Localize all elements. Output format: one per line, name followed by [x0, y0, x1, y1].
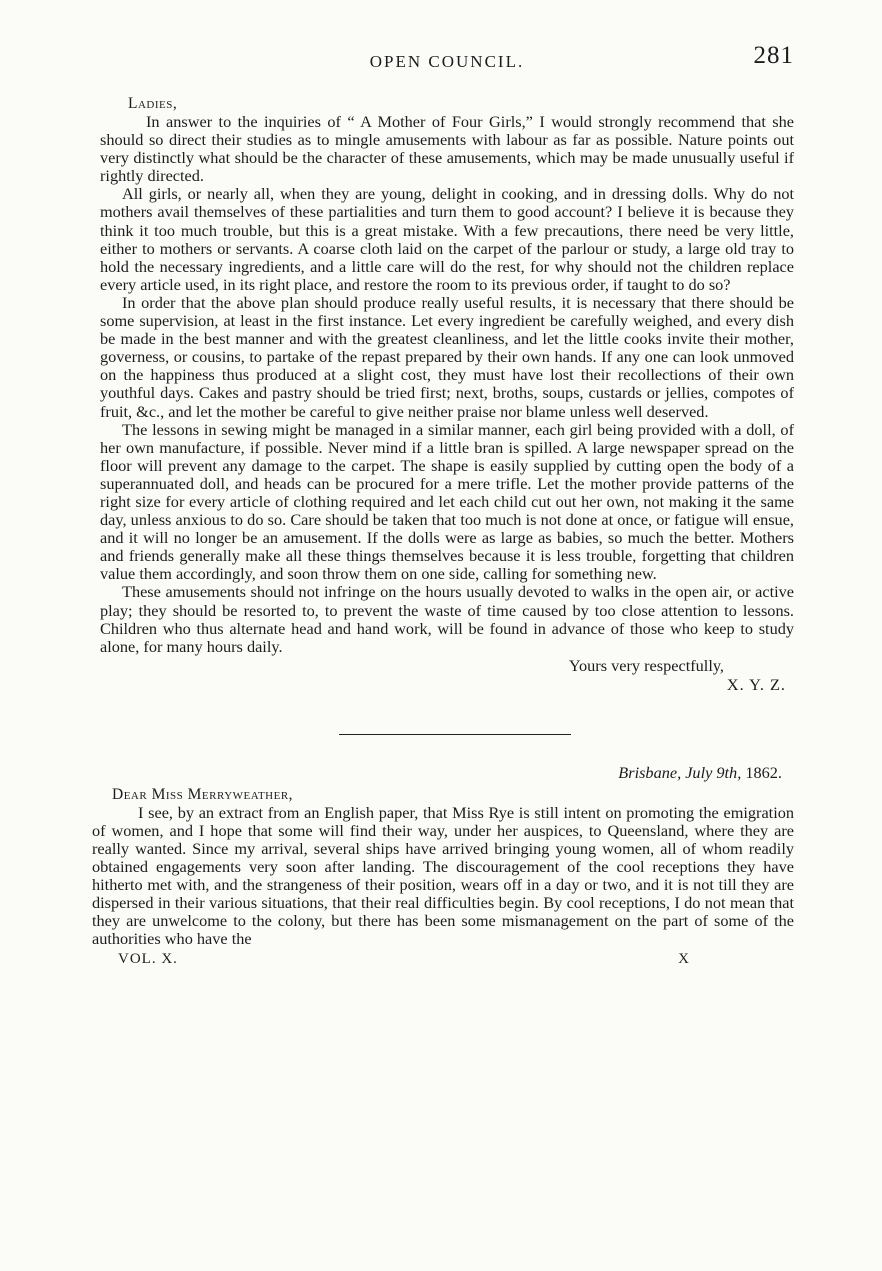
letter-xyz: [100, 94, 794, 694]
salutation: Dear Miss Merryweather,: [112, 785, 294, 803]
year: 1862.: [745, 762, 782, 782]
page-header: [100, 42, 794, 88]
paragraph: In answer to the inquiries of “ A Mother of Four Girls,” I would strongly recommend that she should so direct their studies as to mingle amusements with labour as far as possible. Nature points out very distinctly what should be the character of these amusements, which may be made unusually useful if rightly directed.: [100, 112, 794, 186]
running-title: OPEN COUNCIL.: [369, 52, 525, 71]
paragraph: These amusements should not infringe on the hours usually devoted to walks in the open air, or active play; they should be resorted to, to prevent the waste of time caused by too close attention to lessons. Children who thus alternate head and hand work, will be found in advance of those who keep to study alone, for many hours daily.: [100, 582, 794, 656]
closing: Yours very respectfully,: [568, 655, 724, 675]
paragraph: All girls, or nearly all, when they are young, delight in cooking, and in dressing dolls. Why do not mothers avail themselves of these partialities and turn them to good account? I believe it is because they think it too much trouble, but this is a great mistake. With a few precautions, there need be very little, either to mothers or servants. A coarse cloth laid on the carpet of the parlour or study, a large old tray to hold the necessary ingredients, and a little care will do the rest, for why should not the children replace every article used, in its right place, and restore the room to its previous order, if taught to do so?: [100, 184, 794, 294]
letter-brisbane: [92, 785, 794, 949]
signature-initials: X. Y. Z.: [726, 674, 786, 694]
place-date: Brisbane, July 9th,: [618, 762, 742, 782]
paragraph: I see, by an extract from an English paper, that Miss Rye is still intent on promoting the emigration of women, and I hope that some will find their way, under her auspices, to Queensland, where they are really wanted. Since my arrival, several ships have arrived bringing young women, all of whom readily obtained engagements very soon after landing. The discouragement of the cool receptions they have hitherto met with, and the strangeness of their position, wears off in a day or two, and it is not till they are dispersed in their various situations, that their real difficulties begin. By cool receptions, I do not mean that they are unwelcome to the colony, but there has been some mismanagement on the part of some of the authorities who have the: [92, 802, 794, 949]
paragraph: The lessons in sewing might be managed in a similar manner, each girl being provided with a doll, of her own manufacture, if possible. Never mind if a little bran is spilled. A large newspaper spread on the floor will prevent any damage to the carpet. The shape is easily supplied by cutting open the body of a superannuated doll, and heads can be procured for a mere trifle. Let the mother provide patterns of the right size for every article of clothing required and let each child cut out her own, not making it the same day, unless anxious to do so. Care should be taken that too much is not done at once, or fatigue will ensue, and it will no longer be an amusement. If the dolls were as large as babies, so much the better. Mothers and friends generally make all these things themselves because it is less trouble, forgetting that children value them accordingly, and soon throw them on one side, calling for something new.: [100, 419, 794, 584]
salutation: Ladies,: [128, 95, 178, 112]
volume-label: VOL. X.: [118, 950, 178, 967]
page-footer: [100, 951, 794, 973]
paragraph: In order that the above plan should produce really useful results, it is necessary that there should be some supervision, at least in the first instance. Let every ingredient be carefully weighed, and every dish be made in the best manner and with the greatest cleanliness, and let the little cooks invite their mother, governess, or cousins, to partake of the repast prepared by their own hands. If any one can look unmoved on the happiness thus produced at a slight cost, they must have lost their recollections of their own youthful days. Cakes and pastry should be tried first; next, broths, soups, custards or jellies, compotes of fruit, &c., and let the mother be careful to give neither praise nor blame unless well deserved.: [100, 292, 794, 421]
page-number: 281: [753, 42, 794, 69]
dateline: [100, 763, 794, 783]
section-divider: [339, 734, 571, 735]
signature-mark: X: [678, 950, 690, 967]
